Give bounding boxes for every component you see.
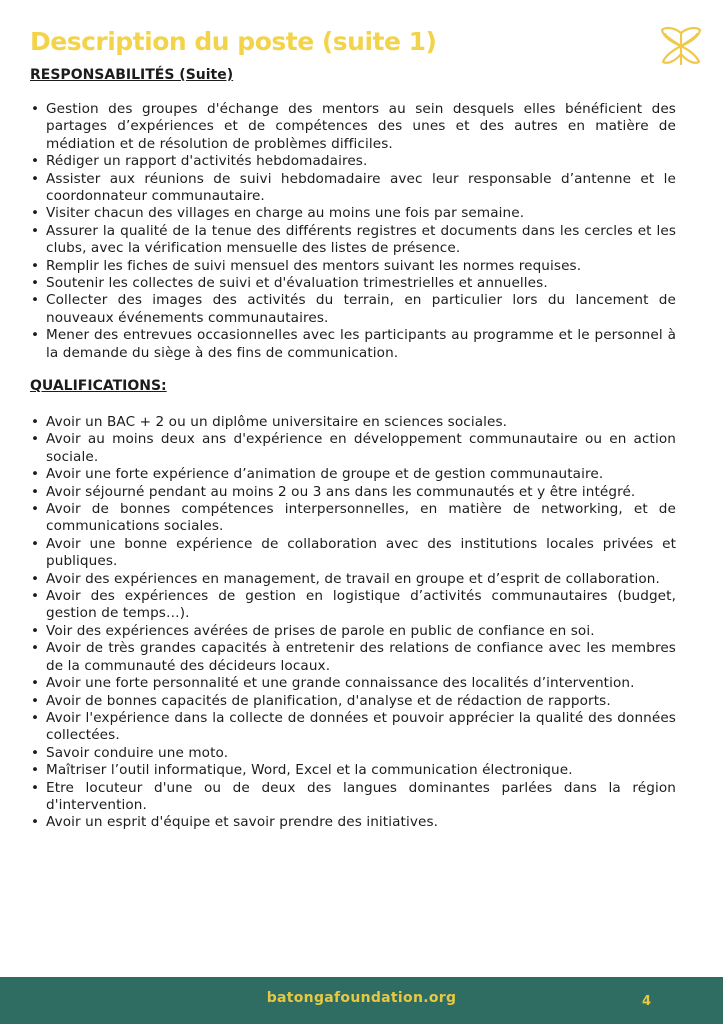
responsibilities-heading: RESPONSABILITÉS (Suite): [30, 67, 234, 83]
list-item: • Soutenir les collectes de suivi et d'évaluation trimestrielles et annuelles.: [30, 275, 676, 292]
page-number: 4: [642, 994, 652, 1009]
list-item: • Avoir un esprit d'équipe et savoir prendre des initiatives.: [30, 814, 676, 831]
list-item: • Savoir conduire une moto.: [30, 745, 676, 762]
list-item: • Assurer la qualité de la tenue des différents registres et documents dans les cercles et les clubs, avec la vérification mensuelle des listes de présence.: [30, 223, 676, 258]
list-item: • Maîtriser l’outil informatique, Word, Excel et la communication électronique.: [30, 762, 676, 779]
list-item: • Avoir des expériences en management, de travail en groupe et d’esprit de collaboration.: [30, 571, 676, 588]
list-item: • Etre locuteur d'une ou de deux des langues dominantes parlées dans la région d'intervention.: [30, 780, 676, 815]
list-item: • Mener des entrevues occasionnelles avec les participants au programme et le personnel à la demande du siège à des fins de communication.: [30, 327, 676, 362]
list-item: • Avoir une bonne expérience de collaboration avec des institutions locales privées et publiques.: [30, 536, 676, 571]
list-item: • Avoir séjourné pendant au moins 2 ou 3 ans dans les communautés et y être intégré.: [30, 484, 676, 501]
qualifications-list: [30, 414, 676, 832]
list-item: • Avoir l'expérience dans la collecte de données et pouvoir apprécier la qualité des données collectées.: [30, 710, 676, 745]
batonga-butterfly-logo-icon: [659, 24, 703, 68]
list-item: • Collecter des images des activités du terrain, en particulier lors du lancement de nouveaux événements communautaires.: [30, 292, 676, 327]
list-item: • Avoir au moins deux ans d'expérience en développement communautaire ou en action sociale.: [30, 431, 676, 466]
responsibilities-list: [30, 101, 676, 362]
list-item: • Voir des expériences avérées de prises de parole en public de confiance en soi.: [30, 623, 676, 640]
list-item: • Gestion des groupes d'échange des mentors au sein desquels elles bénéficient des partages d’expériences et de compétences des unes et des autres en matière de médiation et de résolution de problèmes difficiles.: [30, 101, 676, 153]
list-item: • Avoir une forte expérience d’animation de groupe et de gestion communautaire.: [30, 466, 676, 483]
list-item: • Avoir de bonnes compétences interpersonnelles, en matière de networking, et de communications sociales.: [30, 501, 676, 536]
list-item: • Visiter chacun des villages en charge au moins une fois par semaine.: [30, 205, 676, 222]
list-item: • Avoir un BAC + 2 ou un diplôme universitaire en sciences sociales.: [30, 414, 676, 431]
footer-website-link[interactable]: batongafoundation.org: [266, 990, 457, 1006]
page-title: Description du poste (suite 1): [30, 27, 437, 56]
qualifications-heading: QUALIFICATIONS:: [30, 378, 167, 394]
list-item: • Remplir les fiches de suivi mensuel des mentors suivant les normes requises.: [30, 258, 676, 275]
list-item: • Avoir de bonnes capacités de planification, d'analyse et de rédaction de rapports.: [30, 693, 676, 710]
list-item: • Rédiger un rapport d'activités hebdomadaires.: [30, 153, 676, 170]
list-item: • Avoir de très grandes capacités à entretenir des relations de confiance avec les membres de la communauté des décideurs locaux.: [30, 640, 676, 675]
list-item: • Assister aux réunions de suivi hebdomadaire avec leur responsable d’antenne et le coordonnateur communautaire.: [30, 171, 676, 206]
list-item: • Avoir des expériences de gestion en logistique d’activités communautaires (budget, gestion de temps…).: [30, 588, 676, 623]
list-item: • Avoir une forte personnalité et une grande connaissance des localités d’intervention.: [30, 675, 676, 692]
footer-bar: [0, 977, 723, 1024]
